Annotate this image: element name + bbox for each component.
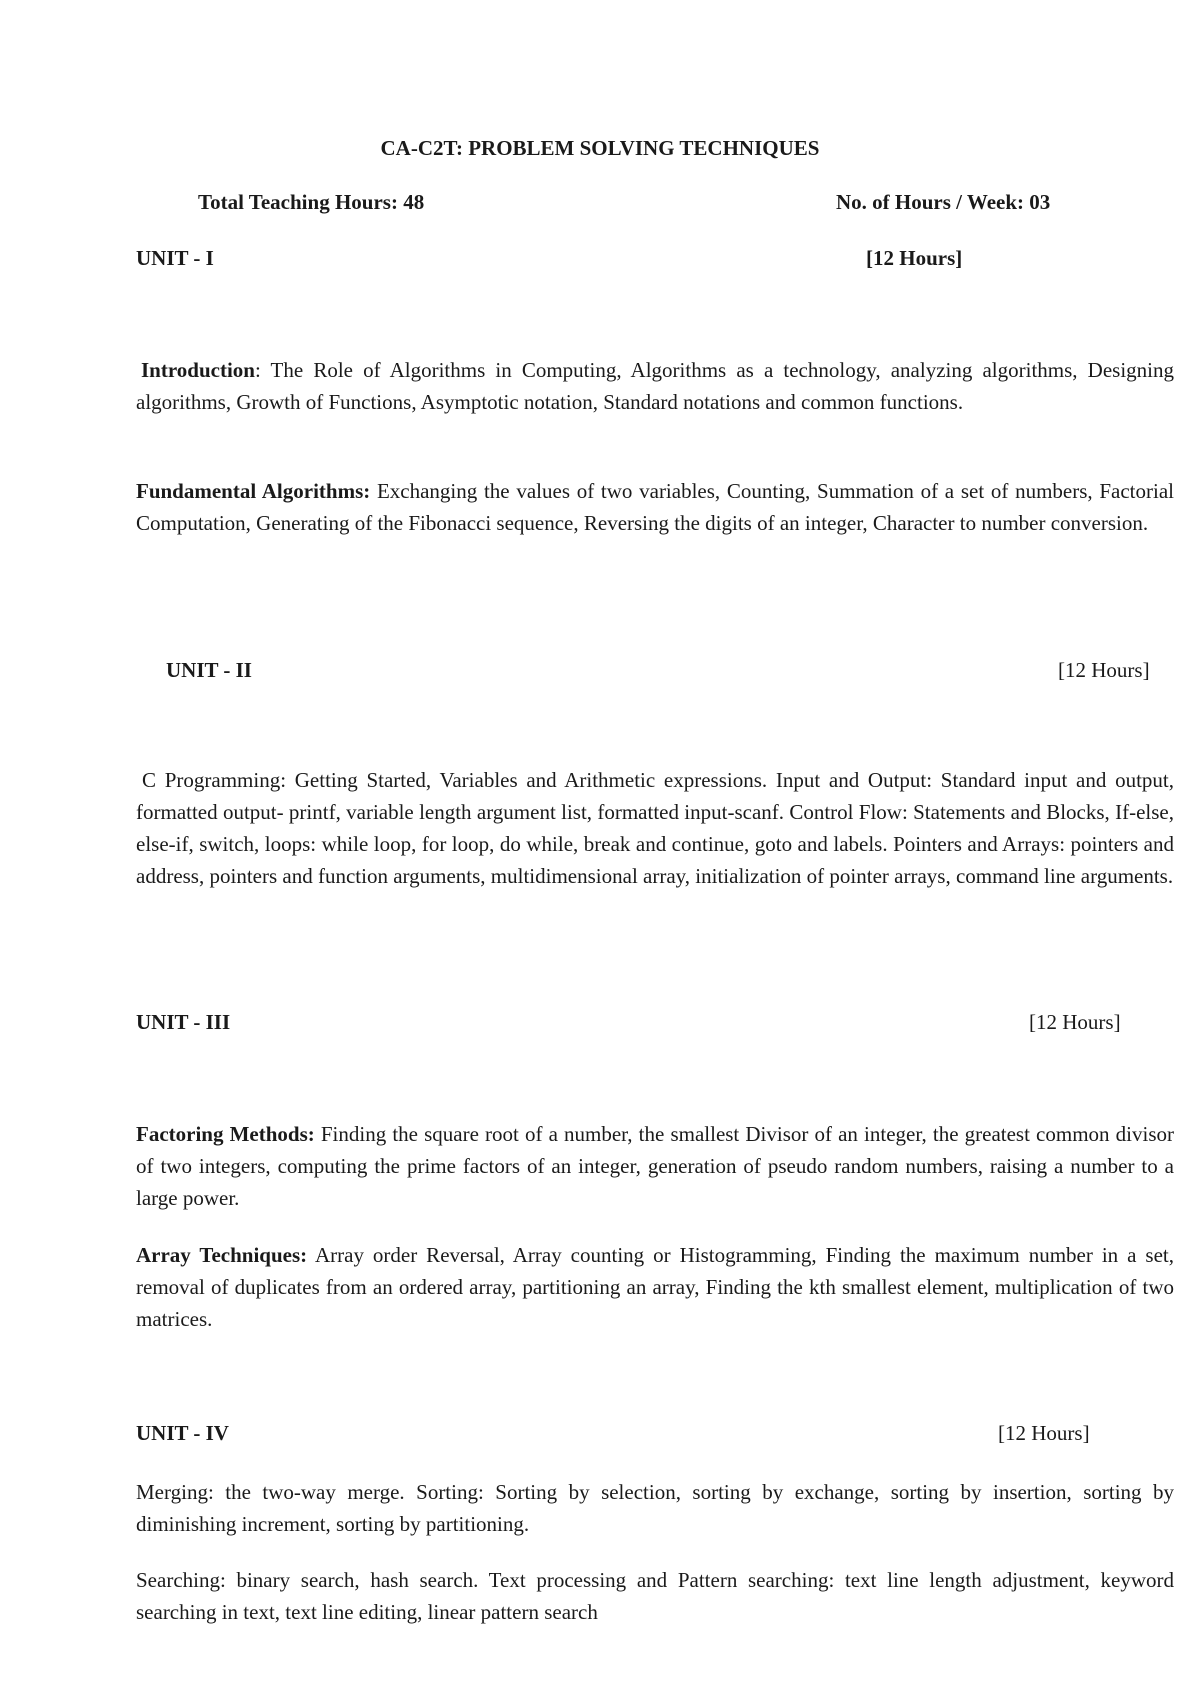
unit-2-hours: [12 Hours] bbox=[1058, 658, 1150, 682]
paragraph-text: Exchanging the values of two variables, Counting, Summation of a set of numbers, Factorial Computation, Generating of the Fibonacci sequence, Reversing the digits of an integer, Character to number conversion. bbox=[136, 479, 1174, 535]
paragraph-text: Array order Reversal, Array counting or Histogramming, Finding the maximum number in a set, removal of duplicates from an ordered array, partitioning an array, Finding the kth smallest element, multiplication of two matrices. bbox=[136, 1243, 1174, 1331]
paragraph-text: Merging: the two-way merge. Sorting: Sorting by selection, sorting by exchange, sorting by insertion, sorting by diminishing increment, sorting by partitioning. bbox=[136, 1480, 1174, 1536]
unit-1-paragraph-introduction bbox=[136, 354, 1174, 418]
unit-4-hours: [12 Hours] bbox=[998, 1421, 1090, 1445]
total-teaching-hours: Total Teaching Hours: 48 bbox=[198, 190, 425, 214]
unit-3-paragraph-factoring-methods bbox=[136, 1118, 1174, 1214]
paragraph-text: C Programming: Getting Started, Variables and Arithmetic expressions. Input and Output: Standard input and output, formatted output- printf, variable length argument list, formatted input-scanf. Control Flow: Statements and Blocks, If-else, else-if, switch, loops: while loop, for loop, do while, break and continue, goto and labels. Pointers and Arrays: pointers and address, pointers and function arguments, multidimensional array, initialization of pointer arrays, command line arguments. bbox=[136, 768, 1174, 888]
unit-2-paragraph-c-programming bbox=[136, 764, 1174, 892]
paragraph-heading: Fundamental Algorithms: bbox=[136, 479, 371, 503]
unit-4-label: UNIT - IV bbox=[136, 1421, 229, 1445]
unit-3-paragraph-array-techniques bbox=[136, 1239, 1174, 1335]
hours-per-week: No. of Hours / Week: 03 bbox=[836, 190, 1051, 214]
unit-1-label: UNIT - I bbox=[136, 246, 214, 270]
page-title: CA-C2T: PROBLEM SOLVING TECHNIQUES bbox=[380, 136, 820, 160]
unit-3-label: UNIT - III bbox=[136, 1010, 231, 1034]
paragraph-text: : The Role of Algorithms in Computing, Algorithms as a technology, analyzing algorithms, Designing algorithms, Growth of Functions, Asymptotic notation, Standard notations and common functions. bbox=[136, 358, 1174, 414]
paragraph-heading: Factoring Methods: bbox=[136, 1122, 315, 1146]
unit-4-paragraph-searching bbox=[136, 1564, 1174, 1628]
paragraph-heading: Array Techniques: bbox=[136, 1243, 308, 1267]
unit-4-paragraph-merging-sorting bbox=[136, 1476, 1174, 1540]
unit-1-paragraph-fundamental-algorithms bbox=[136, 475, 1174, 539]
paragraph-text: Finding the square root of a number, the smallest Divisor of an integer, the greatest common divisor of two integers, computing the prime factors of an integer, generation of pseudo random numbers, raising a number to a large power. bbox=[136, 1122, 1174, 1210]
paragraph-text: Searching: binary search, hash search. Text processing and Pattern searching: text line length adjustment, keyword searching in text, text line editing, linear pattern search bbox=[136, 1568, 1174, 1624]
unit-1-hours: [12 Hours] bbox=[866, 246, 963, 270]
unit-2-label: UNIT - II bbox=[166, 658, 252, 682]
unit-3-hours: [12 Hours] bbox=[1029, 1010, 1121, 1034]
paragraph-heading: Introduction bbox=[141, 358, 255, 382]
